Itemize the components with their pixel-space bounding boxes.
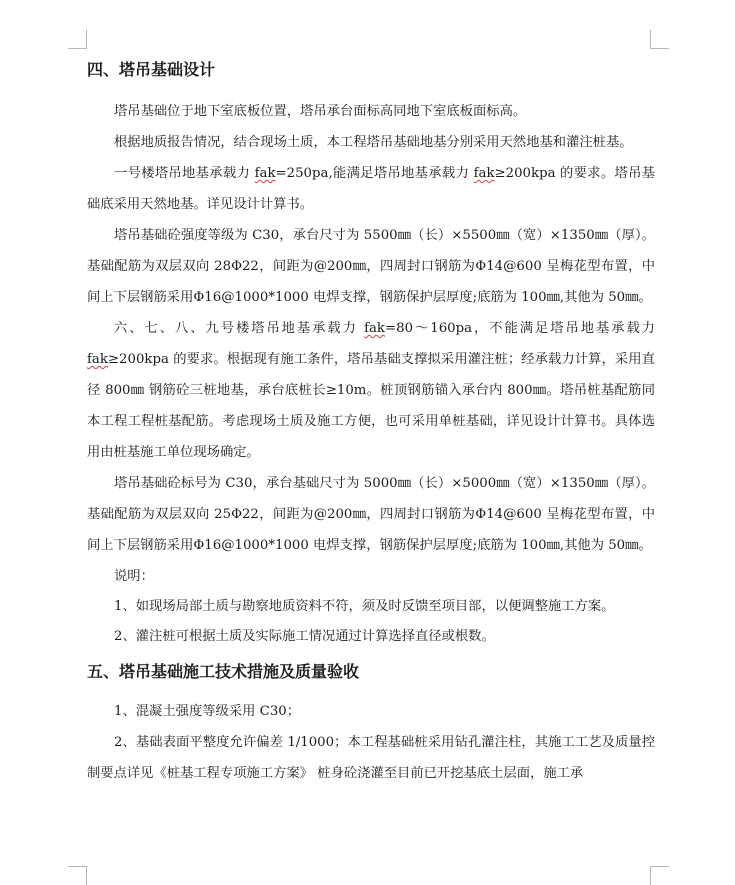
- page-corner-mark-top-left: [68, 30, 87, 49]
- note-item-1: 1、如现场局部土质与勘察地质资料不符，须及时反馈至项目部，以便调整施工方案。: [114, 599, 615, 614]
- paragraph-building-1-bearing: 一号楼塔吊地基承载力 fak=250pa,能满足塔吊地基承载力 fak≥200kpa 的要求。塔吊基础底采用天然地基。详见设计计算书。: [87, 166, 655, 212]
- paragraph-concrete-spec-2: 塔吊基础砼标号为 C30，承台基础尺寸为 5000㎜（长）×5000㎜（宽）×1350㎜（厚）。基础配筋为双层双向 25Φ22，间距为@200㎜，四周封口钢筋为Φ14@600 呈梅花型布置，中间上下层钢筋采用Φ16@1000*1000 电焊支撑，钢筋保护层厚度;底筋为 100㎜,其他为 50㎜。: [87, 476, 655, 553]
- paragraph-foundation-location: 塔吊基础位于地下室底板位置，塔吊承台面标高同地下室底板面标高。: [114, 104, 527, 119]
- spellcheck-fak: fak: [364, 321, 385, 336]
- spellcheck-fak: fak: [254, 166, 276, 181]
- spellcheck-fak: fak: [473, 166, 495, 181]
- notes-label: 说明：: [114, 569, 154, 584]
- paragraph-concrete-spec-1: 塔吊基础砼强度等级为 C30，承台尺寸为 5500㎜（长）×5500㎜（宽）×1350㎜（厚）。基础配筋为双层双向 28Φ22，间距为@200㎜，四周封口钢筋为Φ14@600 呈梅花型布置，中间上下层钢筋采用Φ16@1000*1000 电焊支撑，钢筋保护层厚度;底筋为 100㎜,其他为 50㎜。: [87, 228, 655, 305]
- section-4-heading: 四、塔吊基础设计: [87, 60, 216, 79]
- list-item-1: 1、混凝土强度等级采用 C30；: [114, 704, 301, 719]
- paragraph-buildings-6-9-bearing: 六、七、八、九号楼塔吊地基承载力 fak=80～160pa，不能满足塔吊地基承载力 fak≥200kpa 的要求。根据现有施工条件，塔吊基础支撑拟采用灌注桩；经承载力计算，采用直径 800㎜ 钢筋砼三桩地基，承台底桩长≥10m。桩顶钢筋锚入承台内 800㎜。塔吊桩基配筋同本工程工程桩基配筋。考虑现场土质及施工方便，也可采用单桩基础，详见设计计算书。具体选用由桩基施工单位现场确定。: [87, 321, 655, 460]
- page-corner-mark-bottom-left: [68, 866, 87, 885]
- list-item-2: 2、基础表面平整度允许偏差 1/1000；本工程基础桩采用钻孔灌注柱，其施工工艺及质量控制要点详见《桩基工程专项施工方案》 桩身砼浇灌至目前已开挖基底土层面，施工承: [87, 735, 655, 781]
- section-5-heading: 五、塔吊基础施工技术措施及质量验收: [87, 662, 360, 681]
- note-item-2: 2、灌注桩可根据土质及实际施工情况通过计算选择直径或根数。: [114, 629, 495, 644]
- page-corner-mark-top-right: [650, 30, 669, 49]
- paragraph-geology-report: 根据地质报告情况，结合现场土质，本工程塔吊基础地基分别采用天然地基和灌注桩基。: [114, 135, 633, 150]
- spellcheck-fak: fak: [87, 352, 108, 367]
- page-corner-mark-bottom-right: [650, 866, 669, 885]
- document-body[interactable]: [87, 58, 655, 789]
